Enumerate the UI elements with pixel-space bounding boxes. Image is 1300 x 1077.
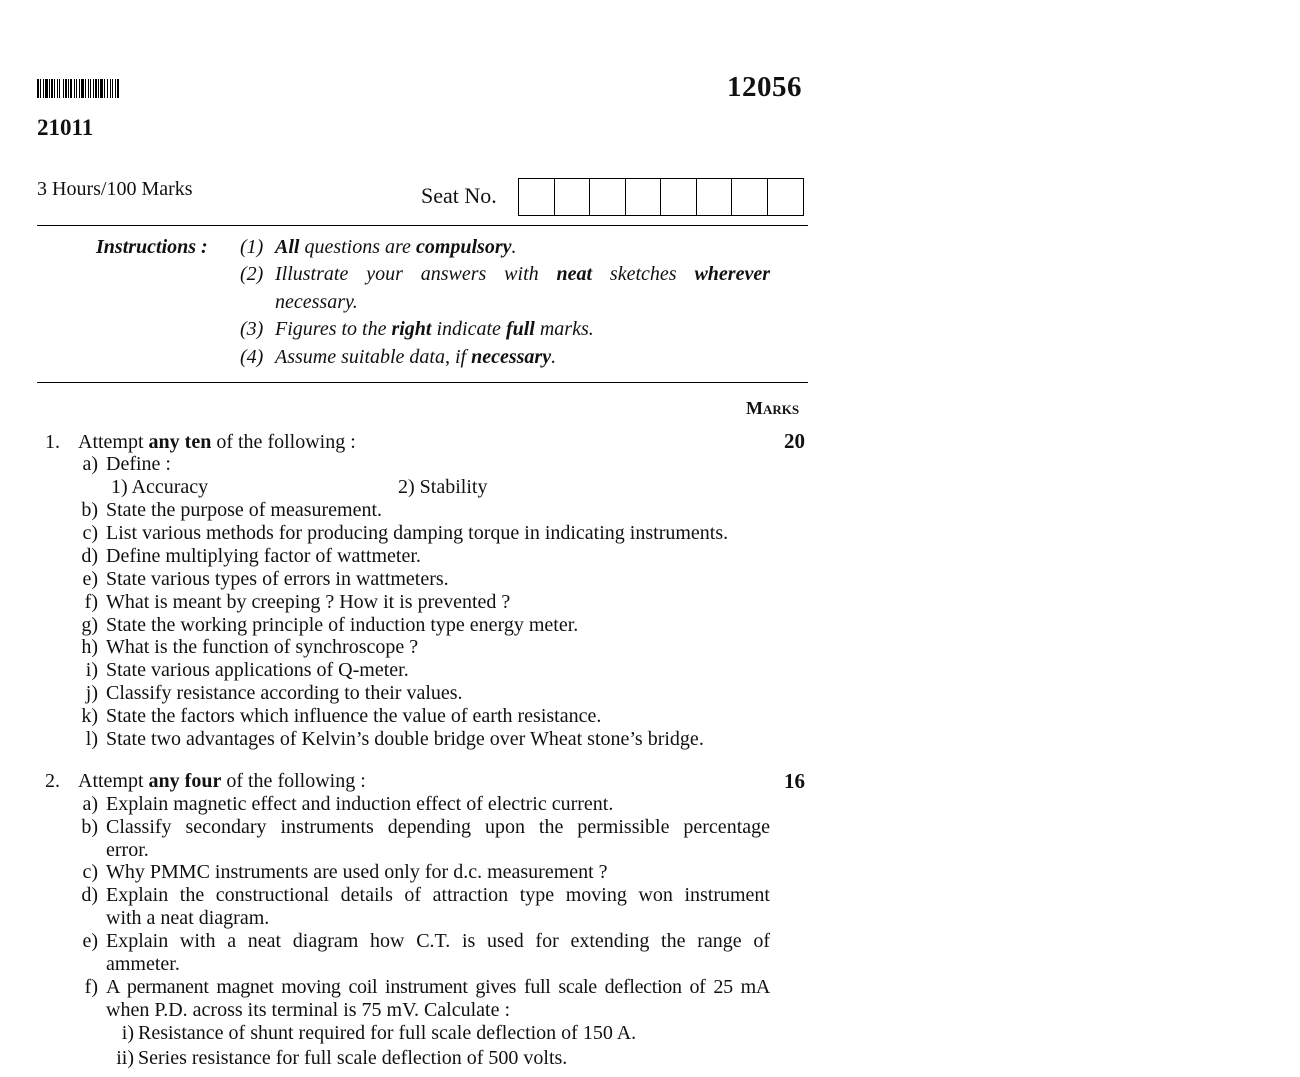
sub-question-text: State the working principle of induction type energy meter. [106, 613, 579, 636]
sub-question-letter: ii) [116, 1047, 134, 1069]
sub-question-letter: l) [85, 728, 98, 750]
divider [37, 225, 808, 226]
seat-box[interactable] [661, 179, 697, 215]
seat-box[interactable] [590, 179, 626, 215]
instruction-num: (1) [240, 236, 264, 258]
duration-marks: 3 Hours/100 Marks [37, 178, 193, 200]
seat-box[interactable] [732, 179, 768, 215]
seat-no-label: Seat No. [421, 183, 497, 208]
sub-question-letter: k) [81, 705, 98, 728]
sub-question-text: Classify resistance according to their values. [106, 682, 463, 705]
prompt-emphasis: any ten [148, 431, 212, 453]
instruction-num: (4) [240, 346, 264, 368]
question-number: 1. [45, 431, 60, 453]
sub-question-letter: f) [84, 976, 98, 998]
barcode [37, 79, 157, 98]
seat-box[interactable] [626, 179, 662, 215]
sub-question-text: State the purpose of measurement. [106, 499, 383, 521]
sub-question-letter: a) [82, 793, 98, 815]
sub-question-text: State two advantages of Kelvin’s double bridge over Wheat stone’s bridge. [106, 728, 704, 750]
define-option: 2) Stability [398, 476, 488, 498]
sub-question-letter: d) [81, 884, 98, 906]
sub-question-letter: b) [81, 816, 98, 838]
sub-question-letter: e) [82, 567, 98, 590]
sub-question-letter: b) [81, 499, 98, 521]
sub-question-text: State various types of errors in wattmeters. [106, 567, 449, 590]
divider [37, 382, 808, 383]
sub-question-text: Explain magnetic effect and induction effect of electric current. [106, 793, 614, 815]
sub-question-letter: i) [85, 659, 98, 682]
sub-question-letter: c) [82, 521, 98, 544]
sub-question-text: Define : [106, 453, 171, 475]
sub-question-letter: e) [82, 930, 98, 952]
sub-question-text: Define multiplying factor of wattmeter. [106, 544, 421, 567]
sub-question-text: A permanent magnet moving coil instrument gives full scale deflection of 25 mA [106, 976, 770, 998]
sub-question-letter: c) [82, 861, 98, 883]
seat-no-boxes[interactable] [518, 178, 804, 216]
seat-box[interactable] [555, 179, 591, 215]
instruction-3: Figures to the right indicate full marks. [275, 318, 594, 340]
sub-question-text: What is meant by creeping ? How it is prevented ? [106, 590, 511, 613]
instruction-4: Assume suitable data, if necessary. [275, 346, 557, 368]
sub-question-text: with a neat diagram. [106, 907, 270, 929]
question-1-marks: 20 [784, 429, 805, 453]
prompt-emphasis: any four [148, 770, 222, 792]
sub-question-text: when P.D. across its terminal is 75 mV. Calculate : [106, 999, 511, 1021]
instruction-2-line1: Illustrate your answers with neat sketches wherever [275, 263, 770, 285]
instruction-num: (3) [240, 318, 264, 340]
sub-question-letter: a) [82, 453, 98, 475]
sub-question-text: What is the function of synchroscope ? [106, 636, 419, 659]
question-2-prompt [78, 770, 366, 793]
instructions-label: Instructions : [96, 236, 208, 258]
subject-code: 21011 [37, 115, 94, 140]
sub-question-text: State various applications of Q-meter. [106, 659, 409, 682]
instruction-num: (2) [240, 263, 264, 285]
sub-question-text: Resistance of shunt required for full scale deflection of 150 A. [138, 1022, 637, 1044]
prompt-text: of the following : [221, 770, 366, 792]
sub-question-text: Series resistance for full scale deflection of 500 volts. [138, 1047, 568, 1069]
sub-question-letter: h) [81, 636, 98, 659]
prompt-text: of the following : [211, 431, 356, 453]
sub-question-text: ammeter. [106, 953, 180, 975]
sub-question-text: Explain the constructional details of attraction type moving won instrument [106, 884, 770, 906]
instruction-2-line2: necessary. [275, 291, 358, 313]
sub-question-text: Classify secondary instruments depending upon the permissible percentage [106, 816, 770, 838]
sub-question-text: Why PMMC instruments are used only for d.c. measurement ? [106, 861, 608, 883]
seat-box[interactable] [697, 179, 733, 215]
sub-question-letter: d) [81, 544, 98, 567]
instruction-1: All questions are compulsory. [275, 236, 517, 258]
sub-question-letter: j) [85, 682, 98, 705]
sub-question-text: Explain with a neat diagram how C.T. is used for extending the range of [106, 930, 770, 952]
sub-question-text: List various methods for producing damping torque in indicating instruments. [106, 521, 729, 544]
seat-box[interactable] [768, 179, 804, 215]
question-number: 2. [45, 770, 60, 792]
sub-question-text: State the factors which influence the value of earth resistance. [106, 705, 602, 728]
define-option: 1) Accuracy [111, 476, 209, 498]
paper-code: 12056 [727, 71, 802, 103]
sub-question-letter: g) [81, 613, 98, 636]
prompt-text: Attempt [78, 770, 149, 792]
question-2-marks: 16 [784, 769, 805, 793]
sub-question-text: error. [106, 839, 149, 861]
seat-box[interactable] [519, 179, 555, 215]
prompt-text: Attempt [78, 431, 149, 453]
sub-question-letter: f) [84, 590, 98, 613]
question-1-prompt [78, 431, 356, 454]
sub-question-letter: i) [121, 1022, 134, 1044]
marks-heading: Marks [746, 398, 800, 418]
